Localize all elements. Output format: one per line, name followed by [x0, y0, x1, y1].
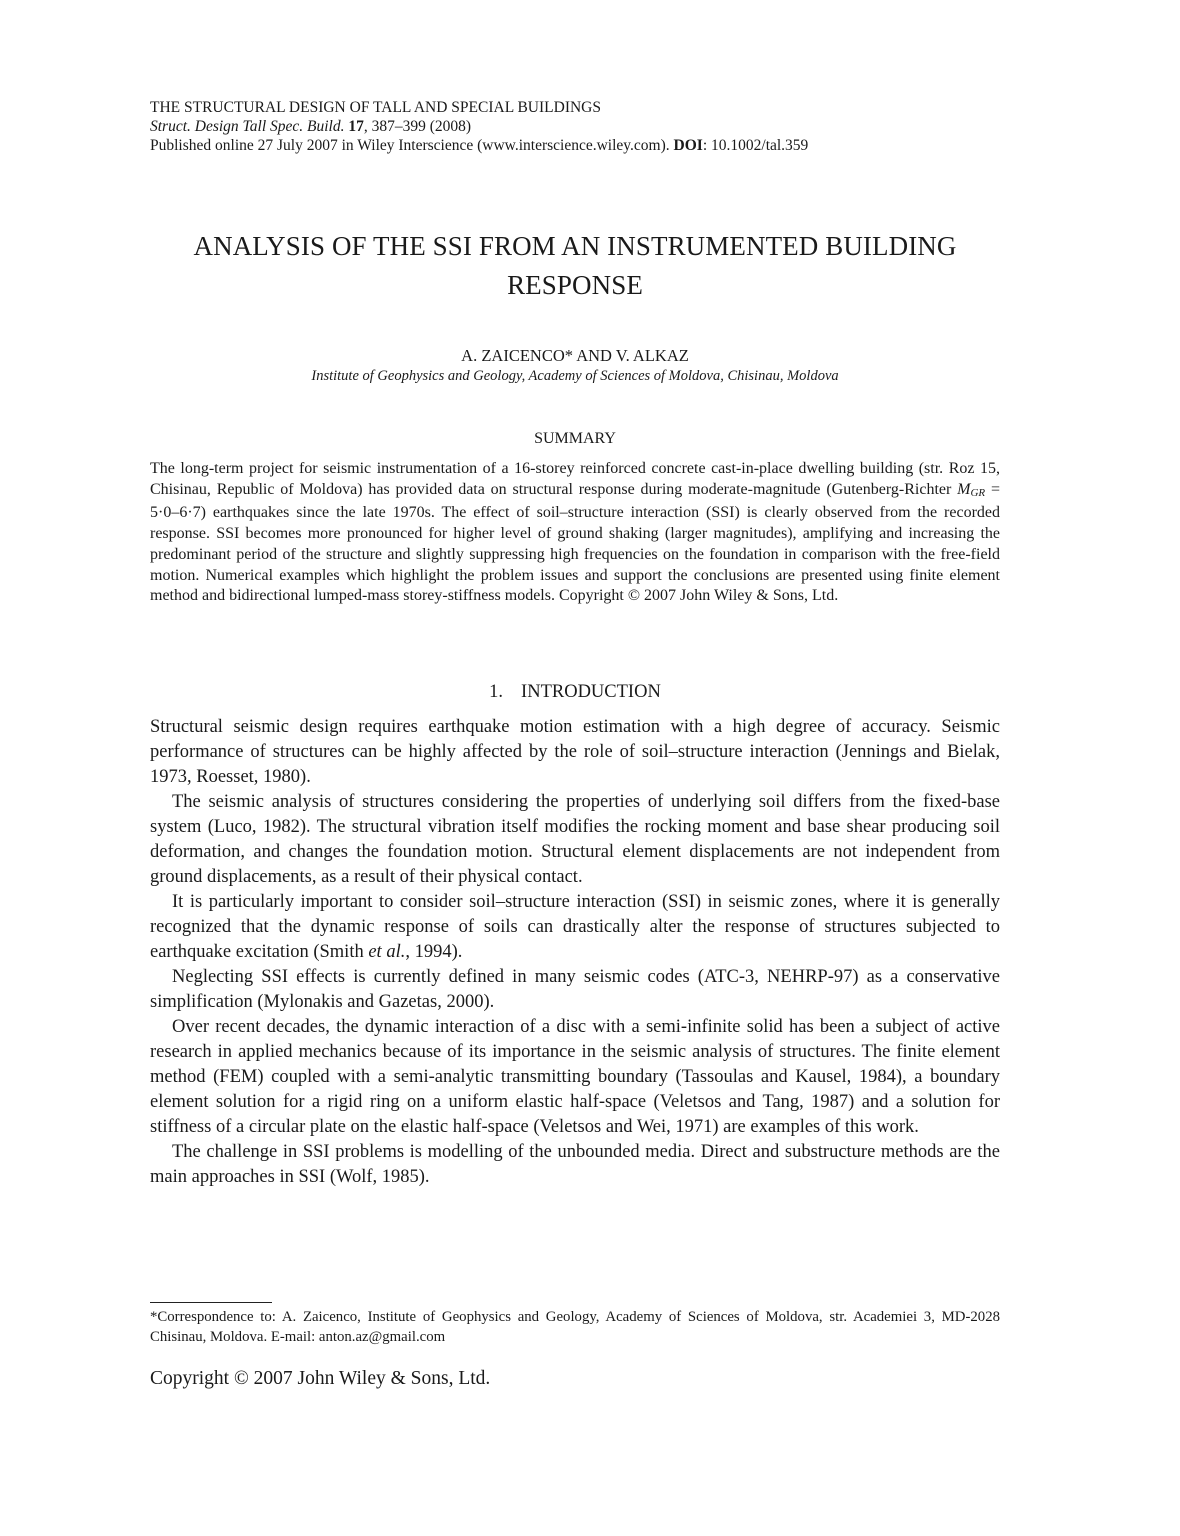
paragraph-4: Neglecting SSI effects is currently defined in many seismic codes (ATC-3, NEHRP-97) as a conservative simplification (Mylonakis and Gazetas, 2000). — [150, 966, 1000, 1012]
paragraph-5: Over recent decades, the dynamic interaction of a disc with a semi-infinite solid has been a subject of active research in applied mechanics because of its importance in the seismic analysis of structures. The finite element method (FEM) coupled with a semi-analytic transmitting boundary (Tassoulas and Kausel, 1984), a boundary element solution for a rigid ring on a uniform elastic half-space (Veletsos and Tang, 1987) and a solution for stiffness of a circular plate on the elastic half-space (Veletsos and Wei, 1971) are examples of this work. — [150, 1016, 1000, 1137]
affiliation: Institute of Geophysics and Geology, Academy of Sciences of Moldova, Chisinau, Moldova — [311, 368, 839, 384]
summary-heading: SUMMARY — [534, 430, 616, 447]
correspondence-footnote: *Correspondence to: A. Zaicenco, Institute of Geophysics and Geology, Academy of Sciences of Moldova, str. Academiei 3, MD-2028 Chisinau, Moldova. E-mail: anton.az@gmail.com — [150, 1309, 1000, 1345]
copyright-line: Copyright © 2007 John Wiley & Sons, Ltd. — [150, 1368, 491, 1389]
journal-abbrev: Struct. Design Tall Spec. Build. — [150, 118, 345, 135]
paper-page — [150, 98, 1000, 1190]
paragraph-3-a: It is particularly important to consider soil–structure interaction (SSI) in seismic zones, where it is generally recognized that the dynamic response of soils can drastically alter the response of structures subjected to earthquake excitation (Smith — [150, 891, 1000, 962]
introduction-body — [150, 715, 1000, 1190]
symbol-m: M — [957, 480, 971, 498]
et-al: et al. — [368, 941, 406, 962]
authors: A. ZAICENCO* AND V. ALKAZ — [461, 346, 689, 365]
paragraph-1: Structural seismic design requires earthquake motion estimation with a high degree of accuracy. Seismic performance of structures can be highly affected by the role of soil–structure interaction (Jennings and Bielak, 1973, Roesset, 1980). — [150, 716, 1000, 787]
journal-citation — [150, 117, 1000, 136]
section-title: INTRODUCTION — [521, 681, 661, 702]
paper-title — [150, 227, 1000, 305]
journal-pages-year: , 387–399 (2008) — [363, 118, 472, 135]
title-line-1: ANALYSIS OF THE SSI FROM AN INSTRUMENTED BUILDING — [193, 231, 957, 261]
paragraph-2: The seismic analysis of structures considering the properties of underlying soil differs from the fixed-base system (Luco, 1982). The structural vibration itself modifies the rocking moment and base shear producing soil deformation, and changes the foundation motion. Structural element displacements are not independent from ground displacements, as a result of their physical contact. — [150, 791, 1000, 887]
symbol-sub: GR — [970, 486, 986, 499]
paragraph-3-b: , 1994). — [405, 941, 463, 962]
title-line-2: RESPONSE — [507, 270, 643, 300]
doi-value: : 10.1002/tal.359 — [702, 137, 809, 154]
journal-volume: 17 — [348, 118, 364, 135]
section-number: 1. — [489, 681, 504, 702]
journal-published — [150, 136, 1000, 155]
doi-label: DOI — [673, 137, 703, 154]
journal-name: THE STRUCTURAL DESIGN OF TALL AND SPECIAL BUILDINGS — [150, 99, 601, 116]
summary-text-part1: The long-term project for seismic instrumentation of a 16-storey reinforced concrete cast-in-place dwelling building (str. Roz 15, Chisinau, Republic of Moldova) has provided data on structural response during moderate-magnitude (Gutenberg-Richter — [150, 460, 1000, 498]
published-text: Published online 27 July 2007 in Wiley Interscience (www.interscience.wiley.com). — [150, 137, 670, 154]
journal-header — [150, 98, 1000, 155]
footnote-rule — [150, 1302, 272, 1303]
section-heading-introduction — [150, 679, 1000, 705]
paragraph-3 — [150, 890, 1000, 965]
summary-text — [150, 459, 1000, 607]
paragraph-6: The challenge in SSI problems is modelling of the unbounded media. Direct and substructure methods are the main approaches in SSI (Wolf, 1985). — [150, 1141, 1000, 1187]
summary-text-part2: = 5·0–6·7) earthquakes since the late 1970s. The effect of soil–structure interaction (SSI) is clearly observed from the recorded response. SSI becomes more pronounced for higher level of ground shaking (larger magnitudes), amplifying and increasing the predominant period of the structure and slightly suppressing high frequencies on the foundation in comparison with the free-field motion. Numerical examples which highlight the problem issues and support the conclusions are presented using finite element method and bidirectional lumped-mass storey-stiffness models. Copyright © 2007 John Wiley & Sons, Ltd. — [150, 480, 1000, 605]
